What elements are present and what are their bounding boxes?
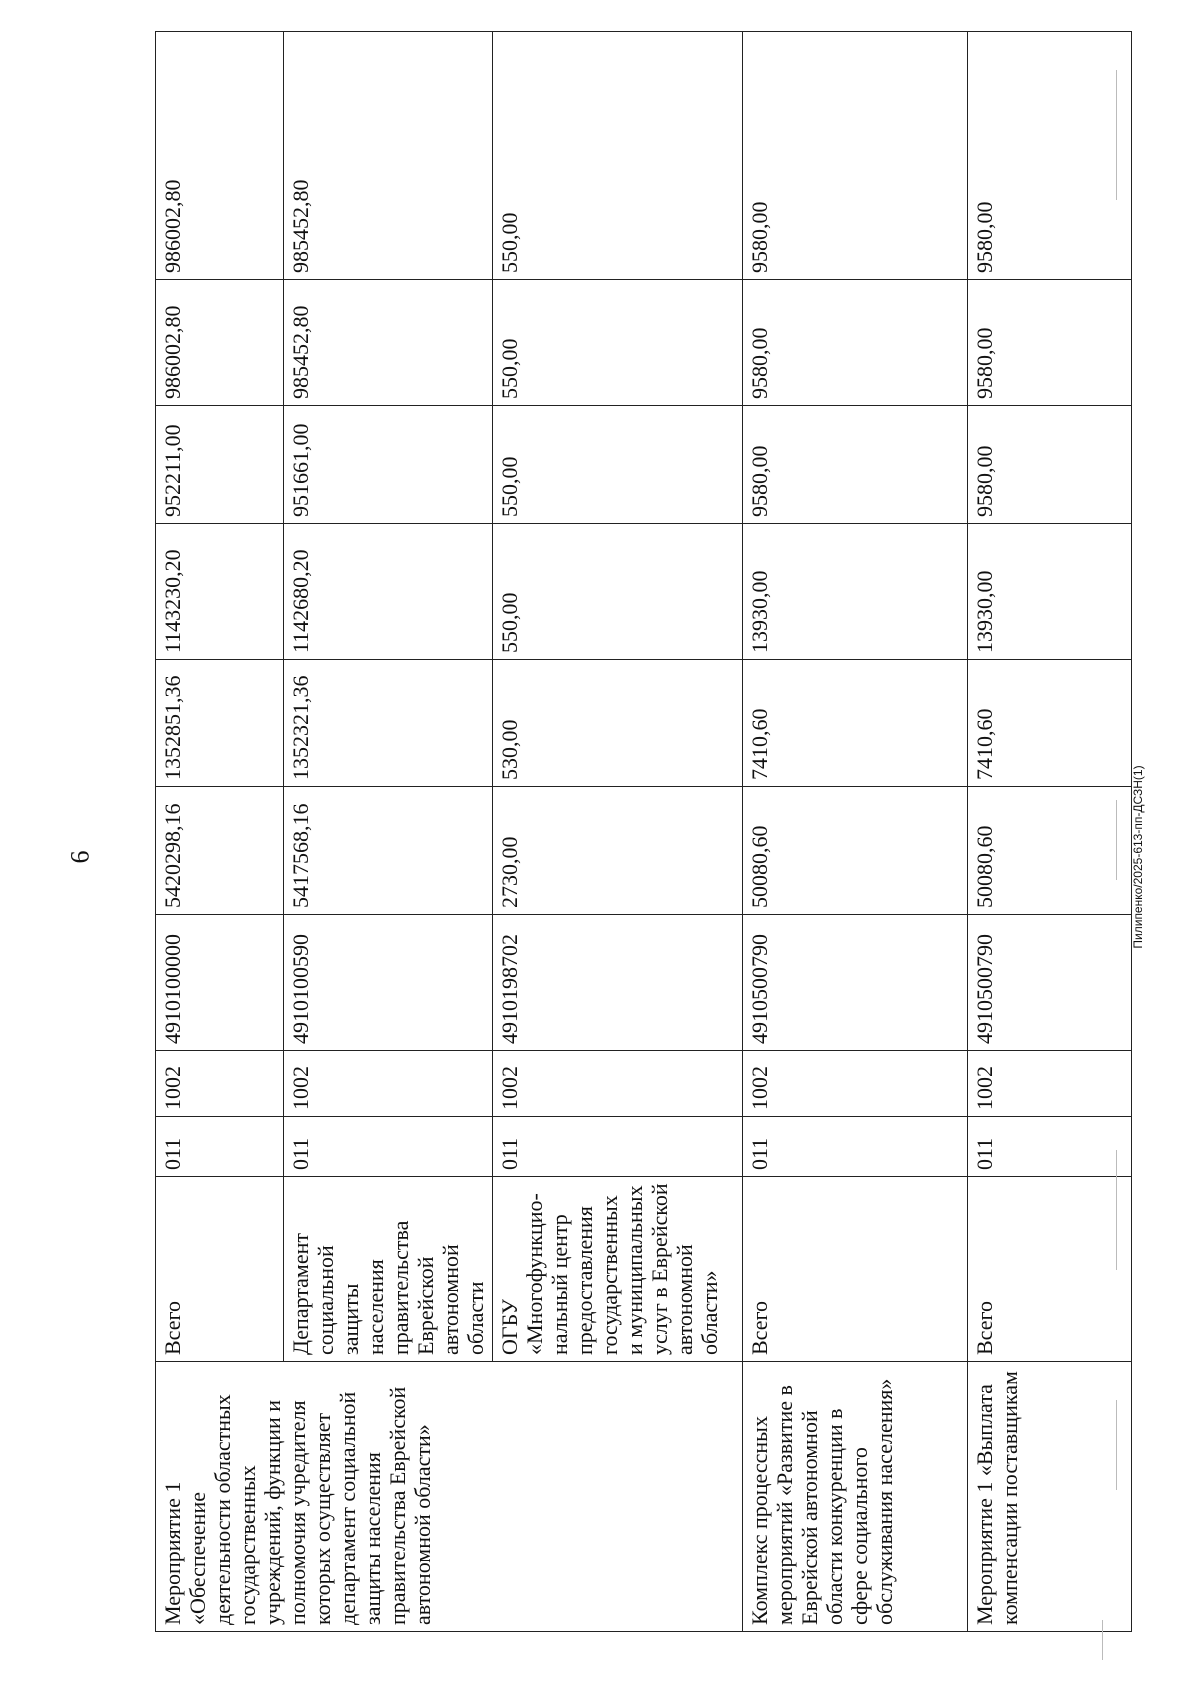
year1-cell: 530,00 (493, 660, 743, 787)
rz-pr-cell: 1002 (156, 1051, 284, 1117)
total-cell: 5420298,16 (156, 787, 284, 915)
year4-cell: 986002,80 (156, 280, 284, 406)
document-code-text: Пилипенко/2025-613-пп-ДСЗН(1) (1131, 765, 1145, 949)
year2-cell: 1142680,20 (284, 524, 493, 660)
budget-table-container (155, 32, 1100, 1632)
scan-artifact (1116, 70, 1117, 200)
table-row (743, 32, 968, 1632)
year4-cell: 9580,00 (743, 280, 968, 406)
csr-cell: 4910500790 (968, 915, 1132, 1051)
year1-cell: 1352851,36 (156, 660, 284, 787)
year5-cell: 985452,80 (284, 32, 493, 280)
rz-pr-cell: 1002 (968, 1051, 1132, 1117)
measure-name-cell: Мероприятие 1 «Выплата компенсации поставщикам (968, 1362, 1132, 1632)
measure-name-cell: Мероприятие 1 «Обеспечение деятельности областных государственных учреждений, функции и полномочия учредителя которых осуществляет департамент социальной защиты населения правительства Еврейской автономной области» (156, 1362, 743, 1632)
grbs-cell: 011 (968, 1117, 1132, 1177)
year2-cell: 13930,00 (743, 524, 968, 660)
csr-cell: 4910198702 (493, 915, 743, 1051)
csr-cell: 4910100590 (284, 915, 493, 1051)
csr-cell: 4910500790 (743, 915, 968, 1051)
year4-cell: 9580,00 (968, 280, 1132, 406)
year2-cell: 13930,00 (968, 524, 1132, 660)
rz-pr-cell: 1002 (493, 1051, 743, 1117)
year5-cell: 986002,80 (156, 32, 284, 280)
page-number: 6 (65, 850, 95, 864)
measure-name-cell: Комплекс процессных мероприятий «Развитие в Еврейской автономной области конкуренции в сфере социального обслуживания населения» (743, 1362, 968, 1632)
year4-cell: 550,00 (493, 280, 743, 406)
year2-cell: 1143230,20 (156, 524, 284, 660)
grbs-cell: 011 (493, 1117, 743, 1177)
total-cell: 5417568,16 (284, 787, 493, 915)
year5-cell: 9580,00 (743, 32, 968, 280)
year5-cell: 9580,00 (968, 32, 1132, 280)
rz-pr-cell: 1002 (284, 1051, 493, 1117)
scan-artifact (1116, 1400, 1117, 1490)
scan-artifact (1116, 1150, 1117, 1270)
table-row (968, 32, 1132, 1632)
year1-cell: 1352321,36 (284, 660, 493, 787)
year5-cell: 550,00 (493, 32, 743, 280)
document-code (1128, 560, 1148, 1160)
executor-cell: Всего (743, 1177, 968, 1362)
year1-cell: 7410,60 (743, 660, 968, 787)
scan-artifact (1116, 800, 1117, 880)
year3-cell: 951661,00 (284, 406, 493, 524)
year1-cell: 7410,60 (968, 660, 1132, 787)
total-cell: 50080,60 (968, 787, 1132, 915)
executor-cell: Всего (968, 1177, 1132, 1362)
total-cell: 2730,00 (493, 787, 743, 915)
year3-cell: 9580,00 (743, 406, 968, 524)
executor-cell: Департамент социальной защиты населения правительства Еврейской автономной области (284, 1177, 493, 1362)
table-row (156, 32, 284, 1632)
rz-pr-cell: 1002 (743, 1051, 968, 1117)
year4-cell: 985452,80 (284, 280, 493, 406)
scan-artifact (1102, 1620, 1103, 1660)
total-cell: 50080,60 (743, 787, 968, 915)
csr-cell: 4910100000 (156, 915, 284, 1051)
year3-cell: 9580,00 (968, 406, 1132, 524)
grbs-cell: 011 (156, 1117, 284, 1177)
year2-cell: 550,00 (493, 524, 743, 660)
year3-cell: 550,00 (493, 406, 743, 524)
year3-cell: 952211,00 (156, 406, 284, 524)
budget-table-rotated (155, 32, 1100, 1632)
executor-cell: ОГБУ «Многофункцио-нальный центр предоставления государственных и муниципальных услуг в Еврейской автономной области» (493, 1177, 743, 1362)
grbs-cell: 011 (743, 1117, 968, 1177)
grbs-cell: 011 (284, 1117, 493, 1177)
budget-table (155, 31, 1132, 1632)
executor-cell: Всего (156, 1177, 284, 1362)
